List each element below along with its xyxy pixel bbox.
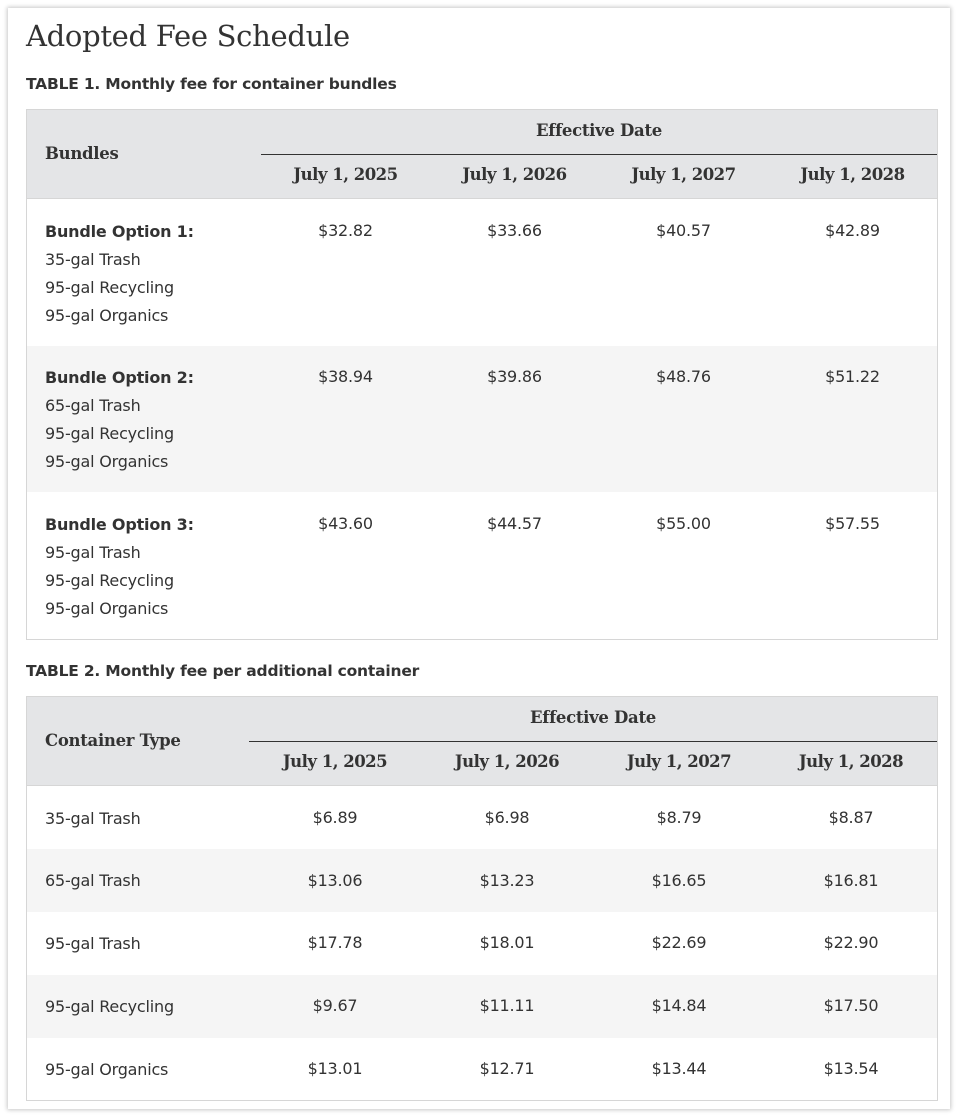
page-title: Adopted Fee Schedule — [26, 19, 350, 53]
container-fee: $22.69 — [651, 933, 707, 952]
bundle-item: 95-gal Organics — [45, 306, 169, 325]
bundle-item: 65-gal Trash — [45, 396, 141, 415]
bundle-table-header — [27, 110, 937, 199]
table2-caption: TABLE 2. Monthly fee per additional container — [26, 662, 420, 680]
container-fee: $14.84 — [651, 996, 707, 1015]
container-type-column-header: Container Type — [45, 731, 181, 750]
container-fee: $9.67 — [312, 996, 358, 1015]
bundle-col-date-3: July 1, 2027 — [631, 165, 736, 184]
container-col-date-2: July 1, 2026 — [454, 752, 560, 771]
bundles-column-header: Bundles — [45, 144, 119, 163]
container-col-date-4: July 1, 2028 — [798, 752, 904, 771]
effective-date-group-header: Effective Date — [536, 121, 662, 140]
header-divider — [261, 154, 937, 155]
bundle-fee: $43.60 — [318, 514, 373, 533]
container-fee: $8.87 — [828, 808, 874, 827]
container-fee: $8.79 — [656, 808, 702, 827]
table1-caption: TABLE 1. Monthly fee for container bundles — [26, 75, 397, 93]
bundle-fee: $51.22 — [825, 367, 880, 386]
container-fee: $16.81 — [823, 871, 879, 890]
container-col-date-3: July 1, 2027 — [626, 752, 732, 771]
bundle-description — [45, 364, 194, 476]
bundle-fee: $55.00 — [656, 514, 711, 533]
container-type: 65-gal Trash — [45, 871, 141, 890]
bundle-name: Bundle Option 1: — [45, 222, 194, 241]
container-fee: $13.54 — [823, 1059, 879, 1078]
bundle-item: 95-gal Trash — [45, 543, 141, 562]
container-col-date-1: July 1, 2025 — [282, 752, 388, 771]
container-fee-table — [26, 696, 938, 1101]
bundle-fee: $40.57 — [656, 221, 711, 240]
container-row-1 — [27, 786, 937, 849]
container-row-3 — [27, 912, 937, 975]
bundle-fee: $32.82 — [318, 221, 373, 240]
container-type: 95-gal Recycling — [45, 997, 174, 1016]
container-row-5 — [27, 1038, 937, 1100]
header-divider — [249, 741, 937, 742]
bundle-col-date-4: July 1, 2028 — [800, 165, 905, 184]
bundle-item: 95-gal Recycling — [45, 571, 174, 590]
container-fee: $13.23 — [479, 871, 535, 890]
container-type: 35-gal Trash — [45, 809, 141, 828]
container-fee: $13.44 — [651, 1059, 707, 1078]
container-row-2 — [27, 849, 937, 912]
content-card — [8, 8, 950, 1109]
container-fee: $18.01 — [479, 933, 535, 952]
container-fee: $17.50 — [823, 996, 879, 1015]
container-row-4 — [27, 975, 937, 1038]
container-fee: $17.78 — [307, 933, 363, 952]
container-fee: $6.98 — [484, 808, 530, 827]
container-fee: $12.71 — [479, 1059, 535, 1078]
bundle-fee: $48.76 — [656, 367, 711, 386]
bundle-fee: $44.57 — [487, 514, 542, 533]
container-table-header — [27, 697, 937, 786]
bundle-row-3 — [27, 492, 937, 639]
bundle-col-date-2: July 1, 2026 — [462, 165, 567, 184]
bundle-row-2 — [27, 346, 937, 492]
bundle-fee: $39.86 — [487, 367, 542, 386]
bundle-fee: $57.55 — [825, 514, 880, 533]
bundle-item: 95-gal Recycling — [45, 278, 174, 297]
container-fee: $22.90 — [823, 933, 879, 952]
bundle-row-1 — [27, 199, 937, 346]
bundle-item: 95-gal Recycling — [45, 424, 174, 443]
container-fee: $13.06 — [307, 871, 363, 890]
container-fee: $6.89 — [312, 808, 358, 827]
effective-date-group-header: Effective Date — [530, 708, 656, 727]
bundle-col-date-1: July 1, 2025 — [293, 165, 398, 184]
bundle-item: 95-gal Organics — [45, 452, 169, 471]
container-fee: $13.01 — [307, 1059, 363, 1078]
bundle-fee: $42.89 — [825, 221, 880, 240]
bundle-description — [45, 511, 194, 623]
bundle-fee: $38.94 — [318, 367, 373, 386]
bundle-fee: $33.66 — [487, 221, 542, 240]
container-fee: $16.65 — [651, 871, 707, 890]
bundle-item: 35-gal Trash — [45, 250, 141, 269]
container-type: 95-gal Organics — [45, 1060, 169, 1079]
bundle-fee-table — [26, 109, 938, 640]
bundle-name: Bundle Option 2: — [45, 368, 194, 387]
container-type: 95-gal Trash — [45, 934, 141, 953]
bundle-description — [45, 218, 194, 330]
bundle-name: Bundle Option 3: — [45, 515, 194, 534]
container-fee: $11.11 — [479, 996, 535, 1015]
bundle-item: 95-gal Organics — [45, 599, 169, 618]
